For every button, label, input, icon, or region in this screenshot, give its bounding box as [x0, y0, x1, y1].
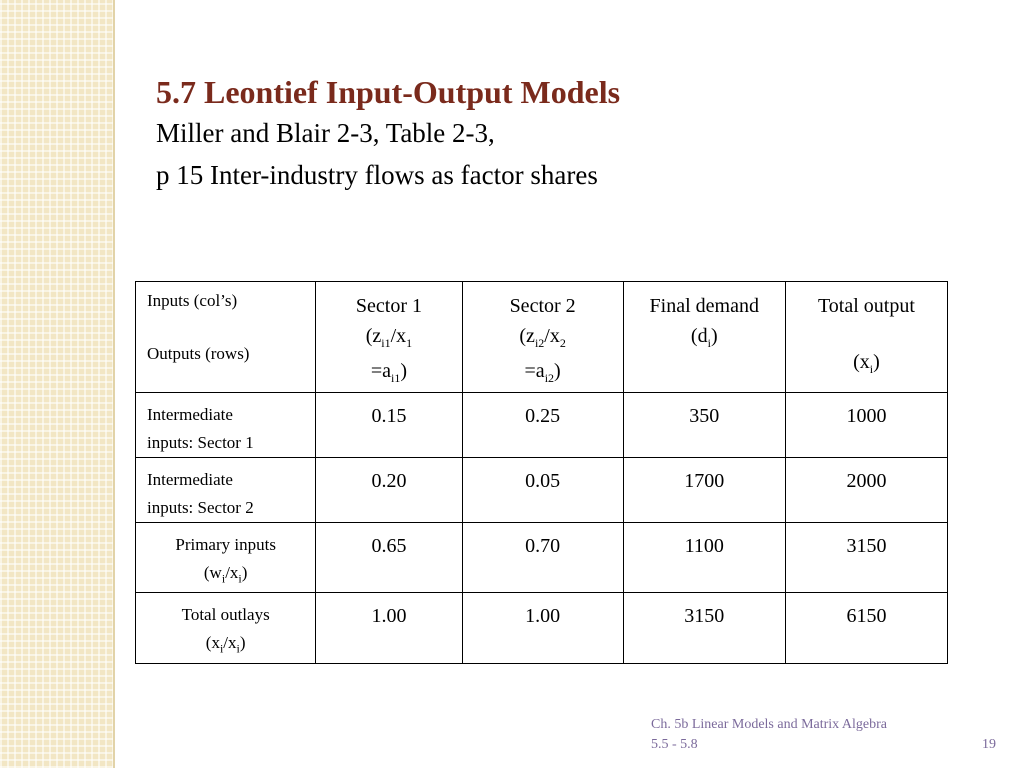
table-header-row [136, 282, 948, 393]
header-final-demand [623, 282, 785, 393]
side-strip-edge [113, 0, 115, 768]
table-cell: 6150 [785, 593, 947, 663]
sector-1-name: Sector 1 [355, 295, 422, 317]
slide-title: 5.7 Leontief Input-Output Models [156, 74, 621, 110]
sector-2-expr-line1: ($z_{i2}/x_2$ [519, 325, 566, 350]
table-cell: 0.15 [316, 393, 462, 458]
header-sector-1 [316, 282, 462, 393]
table-cell: 2000 [785, 458, 947, 523]
corner-inputs-label: Inputs (col’s) [147, 291, 238, 310]
sector-1-expr-line2: $=a_{i1}$) [370, 360, 408, 385]
table-cell: 1.00 [462, 593, 623, 663]
slide-footer [651, 715, 887, 755]
corner-cell [136, 282, 316, 393]
sector-2-name: Sector 2 [509, 295, 576, 317]
subtitle-line-2: p 15 Inter-industry flows as factor shares [156, 160, 598, 190]
row-label-primary-inputs: Primary inputs $(w_i/x_i)$ [136, 523, 316, 593]
row-label-total-outlays: Total outlays $(x_i/x_i)$ [136, 593, 316, 663]
final-demand-name: Final demand [649, 295, 759, 317]
table-cell: 1100 [623, 523, 785, 593]
header-sector-2 [462, 282, 623, 393]
table-cell: 0.70 [462, 523, 623, 593]
header-total-output [785, 282, 947, 393]
row-label-intermediate-sector-1: Intermediate inputs: Sector 1 [136, 393, 316, 458]
page-number: 19 [982, 737, 996, 752]
table-cell: 1000 [785, 393, 947, 458]
final-demand-expr: $(d_i)$ [690, 325, 718, 350]
sector-1-expr-line1: ($z_{i1}/x_1$ [365, 325, 413, 350]
row-label-intermediate-sector-2: Intermediate inputs: Sector 2 [136, 458, 316, 523]
table-cell: 3150 [623, 593, 785, 663]
sector-2-expr-line2: $=a_{i2}$) [524, 360, 561, 385]
corner-outputs-label: Outputs (rows) [147, 344, 250, 363]
table-cell: 0.25 [462, 393, 623, 458]
decorative-side-strip [0, 0, 113, 768]
table-cell: 1700 [623, 458, 785, 523]
table-cell: 350 [623, 393, 785, 458]
footer-section-range: 5.5 - 5.8 [651, 737, 698, 752]
table-row [136, 523, 948, 593]
table-cell: 0.20 [316, 458, 462, 523]
table-row [136, 393, 948, 458]
table-cell: 1.00 [316, 593, 462, 663]
table-cell: 0.05 [462, 458, 623, 523]
subtitle-line-1: Miller and Blair 2-3, Table 2-3, [156, 118, 495, 148]
footer-course-title: Ch. 5b Linear Models and Matrix Algebra [651, 717, 888, 732]
table-row [136, 593, 948, 663]
input-output-table [135, 281, 948, 664]
total-output-name: Total output [817, 295, 915, 317]
table-cell: 0.65 [316, 523, 462, 593]
table-cell: 3150 [785, 523, 947, 593]
table-row [136, 458, 948, 523]
title-block [156, 72, 620, 196]
total-output-expr: $(x_i)$ [853, 351, 880, 376]
